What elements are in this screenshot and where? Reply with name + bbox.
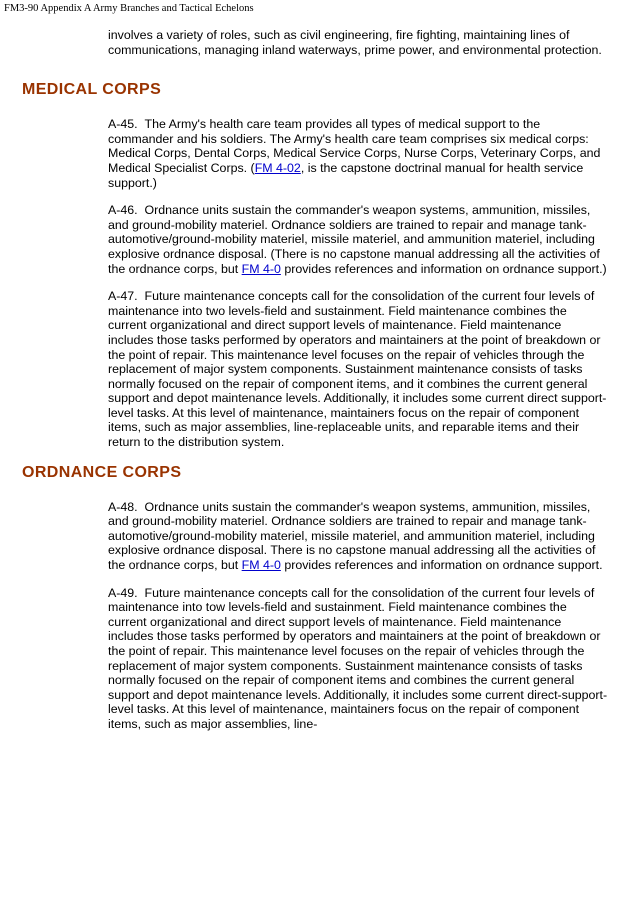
ordnance-corps-heading: ORDNANCE CORPS	[22, 463, 182, 481]
medical-corps-heading: MEDICAL CORPS	[22, 81, 162, 99]
paragraph-text: Ordnance units sustain the commander's weapon systems, ammunition, missiles, and ground-mobility materiel. Ordnance soldiers are trained to repair and manage tank-automotive/ground-mobility materiel, missile materiel, and ammunition materiel, including explosive ordnance disposal. There is no capstone manual addressing all the activities of the ordnance corps, but	[108, 499, 596, 573]
paragraph-a47	[108, 289, 608, 450]
paragraph-number: A-45.	[108, 117, 138, 132]
paragraph-number: A-46.	[108, 203, 138, 218]
paragraph-number: A-47.	[108, 289, 138, 304]
paragraph-text: Future maintenance concepts call for the consolidation of the current four levels of maintenance into tow levels-field and sustainment. Field maintenance combines the current organizational and direct support levels of maintenance. Field maintenance includes those tasks performed by operators and maintainers at the point of breakdown or the point of repair. This maintenance level focuses on the repair of vehicles through the replacement of major system components. Sustainment maintenance consists of tasks normally focused on the repair of component items and combines the current general support and depot maintenance levels. Additionally, it includes some current direct-support-level tasks. At this level of maintenance, maintainers focus on the repair of component items, such as major assemblies, line-	[108, 585, 608, 731]
paragraph-number: A-48.	[108, 499, 138, 514]
paragraph-a45	[108, 117, 608, 190]
running-head: FM3-90 Appendix A Army Branches and Tactical Echelons	[4, 3, 254, 14]
paragraph-a46	[108, 203, 608, 276]
paragraph-text: Ordnance units sustain the commander's weapon systems, ammunition, missiles, and ground-mobility materiel. Ordnance soldiers are trained to repair and manage tank-automotive/ground-mobility materiel, missile materiel, and ammunition materiel, including explosive ordnance disposal. (There is no capstone manual addressing all the activities of the ordnance corps, but	[108, 203, 600, 276]
intro-paragraph: involves a variety of roles, such as civil engineering, fire fighting, maintaining lines of communications, managing inland waterways, prime power, and environmental protection.	[108, 28, 602, 57]
paragraph-text: provides references and information on ordnance support.	[280, 558, 603, 573]
paragraph-a49	[108, 586, 608, 732]
paragraph-text: The Army's health care team provides all types of medical support to the commander and his soldiers. The Army's health care team comprises six medical corps: Medical Corps, Dental Corps, Medical Service Corps, Nurse Corps, Veterinary Corps, and Medical Specialist Corps. (	[108, 117, 601, 175]
paragraph-text: Future maintenance concepts call for the consolidation of the current four levels of maintenance into two levels-field and sustainment. Field maintenance combines the current organizational and direct support levels of maintenance. Field maintenance includes those tasks performed by operators and maintainers at the point of breakdown or the point of repair. This maintenance level focuses on the repair of vehicles through the replacement of major system components. Sustainment maintenance consists of tasks normally focused on the repair of component items, and it combines the current general support and depot maintenance levels. Additionally, it includes some current direct support-level tasks. At this level of maintenance, maintainers focus on the repair of component items, such as major assemblies, line-replaceable units, and reparable items and their return to the distribution system.	[108, 289, 607, 450]
fm-4-02-link[interactable]: FM 4-02	[254, 160, 301, 175]
document-body	[22, 28, 608, 745]
paragraph-a48	[108, 500, 608, 573]
paragraph-text: , is the capstone doctrinal manual for health service support.)	[108, 160, 584, 190]
paragraph-number: A-49.	[108, 585, 138, 600]
paragraph-text: provides references and information on ordnance support.)	[280, 261, 607, 276]
fm-4-0-link[interactable]: FM 4-0	[241, 261, 281, 276]
fm-4-0-link[interactable]: FM 4-0	[241, 558, 281, 573]
